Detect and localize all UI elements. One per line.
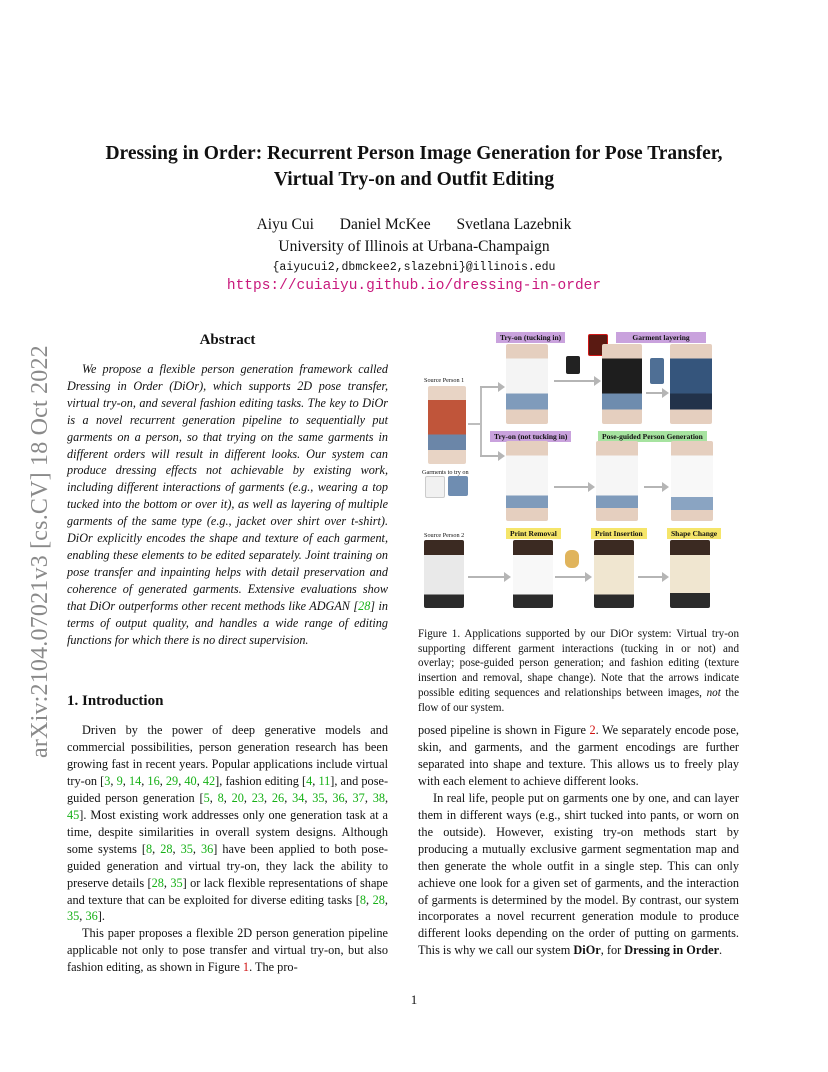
page-number: 1 xyxy=(410,992,418,1007)
abstract-heading: Abstract xyxy=(199,332,256,348)
paragraph-text: , xyxy=(312,773,319,788)
arrow xyxy=(554,486,590,488)
paragraph-text: , xyxy=(178,773,185,788)
arrow xyxy=(480,386,500,388)
title-line-1: Dressing in Order: Recurrent Person Image Generation for Pose Transfer, xyxy=(105,143,723,164)
arrow xyxy=(638,576,664,578)
figure-ref-link[interactable]: 1 xyxy=(242,960,250,975)
citation-link[interactable]: 26 xyxy=(271,790,285,805)
pose-generation-image xyxy=(671,441,713,521)
paragraph-text: , xyxy=(172,841,181,856)
paragraph-text: , xyxy=(209,790,218,805)
citation-link[interactable]: 28 xyxy=(160,841,173,856)
citation-link[interactable]: 28 xyxy=(372,892,385,907)
paragraph-text: , xyxy=(152,841,161,856)
citation-link[interactable]: 3 xyxy=(104,773,111,788)
citation-link[interactable]: 35 xyxy=(180,841,193,856)
arrow xyxy=(644,486,664,488)
citation-link[interactable]: 37 xyxy=(352,790,365,805)
abstract-body-end: ] in terms of output quality, and handles a wide range of editing functions for which there is no direct supervision. xyxy=(67,598,388,647)
citation-link[interactable]: 5 xyxy=(203,790,210,805)
intro-paragraph-2 xyxy=(67,925,388,976)
citation-link[interactable]: 34 xyxy=(292,790,305,805)
paragraph-text: , xyxy=(163,875,171,890)
pose-generation-image xyxy=(596,441,638,521)
arrow xyxy=(554,380,596,382)
layering-result-image xyxy=(670,344,712,424)
citation-link[interactable]: 16 xyxy=(147,773,160,788)
citation-link[interactable]: 8 xyxy=(145,841,153,856)
caption-text: Figure 1. Applications supported by our DiOr system: Virtual try-on supporting different garment interactions (tucking in or not) and overlay; pose-guided person generation; and fashion editing (texture insertion and removal, shape change). Note that the arrows indicate possible editing sequences and relationships between images, xyxy=(418,628,739,699)
label-garments-to-try-on: Garments to try on xyxy=(422,469,469,476)
citation-link[interactable]: 35 xyxy=(312,790,325,805)
caption-emphasis: not xyxy=(706,686,721,699)
paragraph-text: . We separately encode pose, skin, and garments, and the garment encodings are further separated into shape and texture. This allows us to freely play with each element to achieve different looks. xyxy=(418,723,739,788)
garment-shirt-thumbnail xyxy=(425,476,445,498)
source-person-2-image xyxy=(424,540,464,608)
citation-link[interactable]: 38 xyxy=(372,790,385,805)
connector-line xyxy=(480,386,482,456)
paragraph-text: , xyxy=(243,790,252,805)
citation-link[interactable]: 28 xyxy=(358,598,371,613)
citation-link[interactable]: 23 xyxy=(251,790,265,805)
paragraph-text: , xyxy=(384,892,388,907)
arrow xyxy=(646,392,664,394)
affiliation: University of Illinois at Urbana-Champaign xyxy=(278,238,550,255)
title-line-2: Virtual Try-on and Outfit Editing xyxy=(273,169,555,190)
citation-link[interactable]: 42 xyxy=(202,773,216,788)
citation-link[interactable]: 4 xyxy=(306,773,313,788)
paragraph-text: ]. Most existing work addresses only one generation task at a time, despite similarities in overall system designs. Although some systems [ xyxy=(67,807,388,856)
label-pose-guided: Pose-guided Person Generation xyxy=(598,431,707,442)
citation-link[interactable]: 8 xyxy=(359,892,366,907)
paragraph-text: , xyxy=(79,909,86,924)
paragraph-text: . The pro- xyxy=(249,960,298,975)
paragraph-text: , xyxy=(141,773,148,788)
citation-link[interactable]: 11 xyxy=(318,773,331,788)
paragraph-text: , xyxy=(324,790,333,805)
paragraph-text: , xyxy=(159,773,166,788)
print-insertion-image xyxy=(594,540,634,608)
arrow xyxy=(480,455,500,457)
author-emails: {aiyucui2,dbmckee2,slazebni}@illinois.edu xyxy=(272,261,556,274)
citation-link[interactable]: 40 xyxy=(184,773,197,788)
paragraph-text: , xyxy=(344,790,353,805)
figure-1-caption xyxy=(418,627,739,715)
label-source-person-2: Source Person 2 xyxy=(424,532,465,539)
author-list xyxy=(60,216,768,234)
label-source-person-1: Source Person 1 xyxy=(424,377,465,384)
author-name: Aiyu Cui xyxy=(256,216,314,233)
paragraph-text: posed pipeline is shown in Figure xyxy=(418,723,590,737)
paragraph-text: . xyxy=(719,943,723,958)
tryon-tucking-image xyxy=(506,344,548,424)
citation-link[interactable]: 8 xyxy=(217,790,224,805)
citation-link[interactable]: 14 xyxy=(128,773,142,788)
arrow xyxy=(555,576,587,578)
citation-link[interactable]: 36 xyxy=(200,841,214,856)
garment-thumbnail xyxy=(566,356,580,374)
paragraph-text: ], and pose-guided person generation [ xyxy=(67,773,389,805)
tryon-not-tucking-image xyxy=(506,441,548,521)
label-print-removal: Print Removal xyxy=(506,528,561,539)
print-removal-image xyxy=(513,540,553,608)
arxiv-sidebar-id: arXiv:2104.07021v3 [cs.CV] 18 Oct 2022 xyxy=(27,345,53,758)
citation-link[interactable]: 35 xyxy=(170,875,183,890)
label-shape-change: Shape Change xyxy=(667,528,721,539)
author-name: Daniel McKee xyxy=(339,216,431,233)
citation-link[interactable]: 35 xyxy=(67,909,80,924)
print-thumbnail xyxy=(565,550,579,568)
paragraph-text: , xyxy=(304,790,313,805)
bold-term: DiOr xyxy=(573,943,601,958)
paragraph-text: Driven by the power of deep generative models and commercial possibilities, person generation research has been growing fast in recent years. Popular applications include virtual try-on [ xyxy=(67,723,388,788)
paragraph-text: This paper proposes a flexible 2D person generation pipeline applicable not only to pose transfer and virtual try-on, but also fashion editing, as shown in Figure xyxy=(67,926,388,975)
paragraph-text: ] have been applied to both pose-guided generation and virtual try-on, they lack the ability to preserve details [ xyxy=(67,841,388,890)
intro-paragraph-1 xyxy=(67,722,388,925)
paragraph-text: In real life, people put on garments one by one, and can layer them in different ways (e.g., shirt tucked into pants, or worn on the outside). However, existing try-on methods start by producing a mutually exclusive garment segmentation map and then generate the whole outfit in a single step. This can only achieve one look for a given set of garments, and the interaction of garments is determined by the model. By contrast, our system incorporates a novel recurrent generation module to produce different looks depending on the order of putting on garments. This is why we call our system xyxy=(418,790,739,958)
paragraph-text: , for xyxy=(600,943,625,958)
paragraph-text: , xyxy=(110,773,117,788)
paper-title xyxy=(60,141,768,193)
jacket-thumbnail xyxy=(650,358,664,384)
label-print-insertion: Print Insertion xyxy=(591,528,647,539)
paragraph-text: , xyxy=(264,790,272,805)
label-tryon-not-tucking: Try-on (not tucking in) xyxy=(490,431,571,442)
paragraph-text: ], fashion editing [ xyxy=(215,773,307,788)
figure-ref-link[interactable]: 2 xyxy=(589,723,596,737)
citation-link[interactable]: 29 xyxy=(165,773,179,788)
section-heading-introduction: 1. Introduction xyxy=(67,693,164,709)
source-person-1-image xyxy=(428,386,466,464)
paragraph-text: , xyxy=(364,790,373,805)
paragraph-text: , xyxy=(192,841,201,856)
intro-right-column xyxy=(418,722,739,959)
figure-1 xyxy=(418,328,740,620)
connector-line xyxy=(468,423,481,425)
paragraph-text: ]. xyxy=(97,909,105,924)
shape-change-image xyxy=(670,540,710,608)
arrow xyxy=(468,576,506,578)
citation-link[interactable]: 36 xyxy=(332,790,345,805)
citation-link[interactable]: 36 xyxy=(85,909,98,924)
citation-link[interactable]: 45 xyxy=(67,807,80,822)
caption-text: the flow of our system. xyxy=(418,686,739,714)
intro-paragraph-4 xyxy=(418,790,739,960)
intro-left-column xyxy=(67,722,388,976)
abstract-text xyxy=(67,361,388,648)
paragraph-text: , xyxy=(384,790,389,805)
citation-link[interactable]: 9 xyxy=(116,773,123,788)
label-tryon-tucking: Try-on (tucking in) xyxy=(496,332,565,343)
intro-paragraph-3 xyxy=(418,722,739,790)
paragraph-text: , xyxy=(284,790,293,805)
citation-link[interactable]: 28 xyxy=(151,875,164,890)
paragraph-text: ] or lack flexible representations of shape and texture that can be exploited for diverse editing tasks [ xyxy=(67,875,389,907)
label-garment-layering: Garment layering xyxy=(616,332,706,343)
paragraph-text: , xyxy=(122,773,129,788)
paragraph-text: , xyxy=(196,773,203,788)
project-url-link[interactable]: https://cuiaiyu.github.io/dressing-in-order xyxy=(226,278,602,294)
paragraph-text: , xyxy=(366,892,373,907)
bold-term: Dressing in Order xyxy=(624,943,720,958)
citation-link[interactable]: 20 xyxy=(231,790,244,805)
garment-jeans-thumbnail xyxy=(448,476,468,496)
author-name: Svetlana Lazebnik xyxy=(456,216,572,233)
abstract-body: We propose a flexible person generation framework called Dressing in Order (DiOr), which supports 2D pose transfer, virtual try-on, and several fashion editing tasks. The key to DiOr is a novel recurrent generation pipeline to sequentially put garments on a person, so that trying on the same garments in different orders will result in different looks. Our system can produce dressing effects not achievable by existing work, including different interactions of garments (e.g., wearing a top tucked into the bottom or over it), as well as layering of multiple garments of the same type (e.g., jacket over shirt over t-shirt). DiOr explicitly encodes the shape and texture of each garment, enabling these elements to be edited separately. Joint training on pose transfer and inpainting helps with detail preservation and coherence of generated garments. Extensive evaluations show that DiOr outperforms other recent methods like ADGAN [ xyxy=(67,362,388,613)
paragraph-text: , xyxy=(223,790,232,805)
layering-step-image xyxy=(602,344,642,424)
